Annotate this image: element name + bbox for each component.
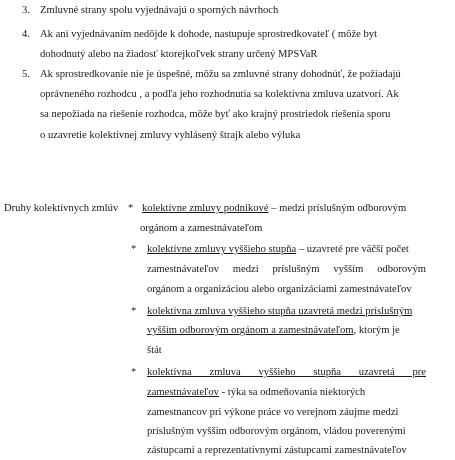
item3-line-2-rest: , ktorým je (353, 325, 400, 336)
item4-line-2-rest: - týka sa odmeňovania niektorých (218, 387, 366, 398)
item2-line-3: orgánom a organizáciou alebo organizáciami zamestnávateľov (147, 284, 412, 295)
item3-line-2-underlined: vyšším odborovým orgánom a zamestnávateľom (147, 325, 354, 336)
list-item-5-line-4: o uzavretie kolektívnej zmluvy vyhlásený štrajk alebo výluka (40, 130, 301, 141)
list-item-4-line-1: Ak ani vyjednávaním nedôjde k dohode, nastupuje sprostredkovateľ ( môže byt (40, 29, 378, 40)
item4-line-4: príslušným vyšším odborovým orgánom, vládou poverenými (147, 426, 406, 437)
item2-rest: – uzavreté pre väčší počet (296, 244, 409, 255)
list-item-4-line-2: dohodnutý alebo na žiadosť ktorejkoľvek strany určený MPSVaR (40, 49, 318, 60)
item4-line-5: zástupcami a reprezentatívnymi zástupcami zamestnávateľov (147, 445, 407, 456)
list-number-5: 5. (22, 69, 30, 80)
item1-rest: – medzi príslušným odborovým (268, 203, 407, 214)
item2-title: kolektívne zmluvy vyššieho stupňa (147, 244, 297, 255)
section-label: Druhy kolektívnych zmlúv (4, 203, 119, 214)
item1-line-2: orgánom a zamestnávateľom (140, 223, 263, 234)
item4-line-1: kolektívna zmluva vyššieho stupňa uzavretá pre (147, 367, 426, 378)
item1-line-1 (142, 202, 406, 215)
list-item-5-line-1: Ak sprostredkovanie nie je úspešné, môžu sa zmluvné strany dohodnúť, že požiadajú (40, 69, 401, 80)
item4-line-3: zamestnancov pri výkone práce vo verejnom záujme medzi (147, 407, 399, 418)
item2-line-2: zamestnávateľov medzi príslušným vyšším odborovým (147, 264, 426, 275)
item4-line-2 (147, 386, 365, 399)
item2-line-1 (147, 243, 409, 256)
item3-line-1: kolektívna zmluva vyššieho stupňa uzavretá medzi príslušným (147, 306, 413, 317)
bullet-star: * (131, 244, 137, 255)
list-item-5-line-2: oprávneného rozhodcu , a podľa jeho rozhodnutia sa kolektívna zmluva uzatvorí. Ak (40, 89, 399, 100)
bullet-star: * (131, 306, 137, 317)
item4-line-2-underlined: zamestnávateľov (147, 387, 219, 398)
list-item-3-line-1: Zmluvné strany spolu vyjednávajú o sporných návrhoch (40, 5, 279, 16)
bullet-star: * (128, 203, 134, 214)
bullet-star: * (131, 367, 137, 378)
list-number-4: 4. (22, 29, 30, 40)
item3-line-3: štát (147, 345, 162, 356)
item1-title: kolektívne zmluvy podnikové (142, 203, 269, 214)
item3-line-2 (147, 324, 400, 337)
list-number-3: 3. (22, 5, 30, 16)
list-item-5-line-3: sa nepožiada na riešenie rozhodca, môže byť ako krajný prostriedok riešenia sporu (40, 109, 391, 120)
